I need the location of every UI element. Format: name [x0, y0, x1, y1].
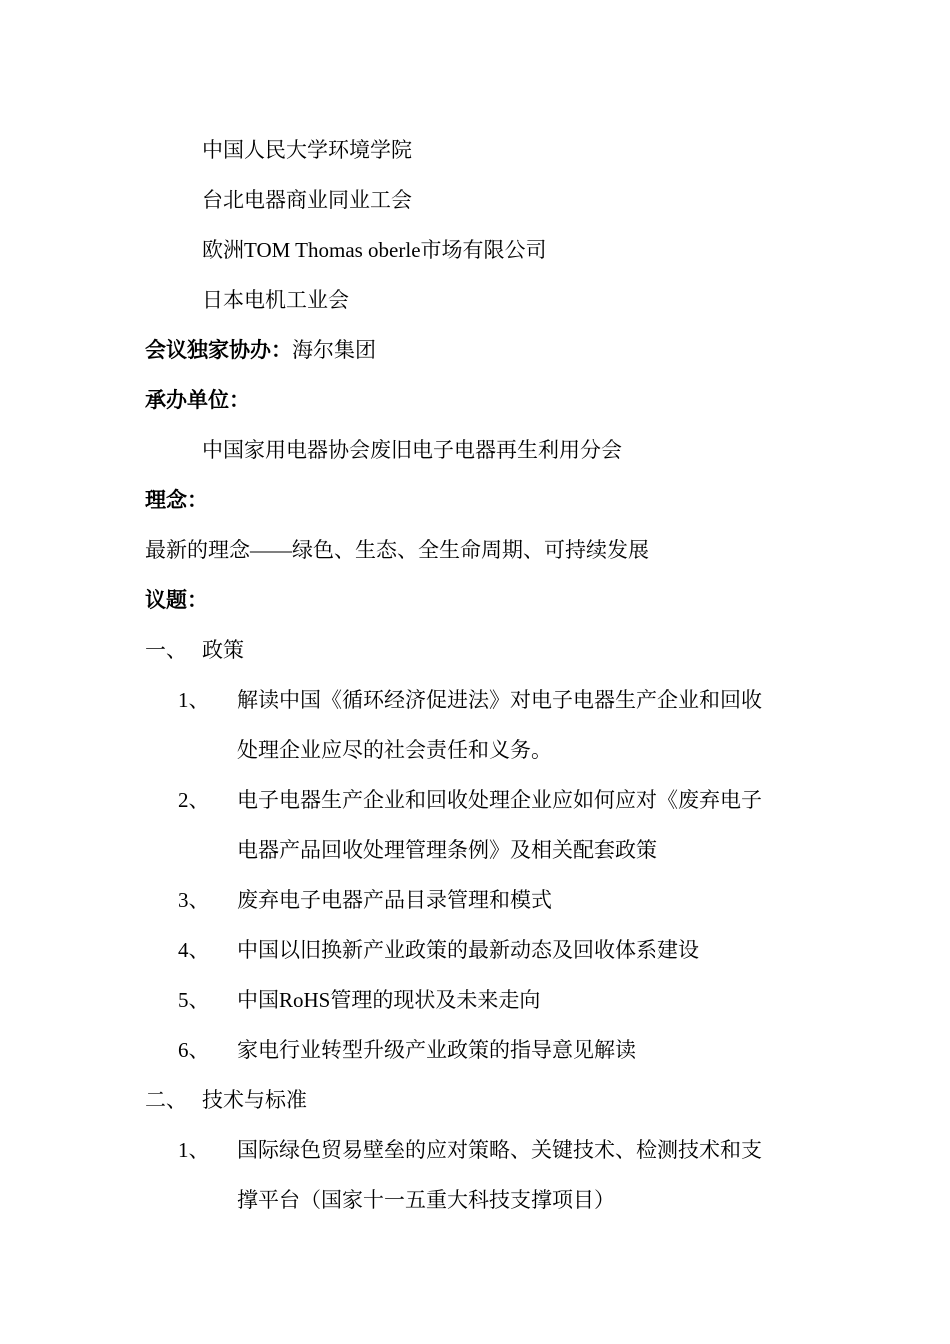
tech-item-1-line2: 撑平台（国家十一五重大科技支撑项目）	[237, 1188, 615, 1212]
organizer-line-4: 日本电机工业会	[202, 288, 349, 312]
section-1-title: 政策	[202, 638, 244, 662]
section-1-marker: 一、	[145, 638, 187, 662]
co-organizer-value: 海尔集团	[292, 338, 376, 362]
policy-item-2-line1: 电子电器生产企业和回收处理企业应如何应对《废弃电子	[237, 788, 762, 812]
tech-item-1-line1: 国际绿色贸易壁垒的应对策略、关键技术、检测技术和支	[237, 1138, 762, 1162]
policy-item-3-num: 3、	[178, 888, 210, 912]
policy-item-1-num: 1、	[178, 688, 210, 712]
organizer-line-1: 中国人民大学环境学院	[202, 138, 412, 162]
topics-label: 议题：	[145, 588, 208, 612]
policy-item-1-line2: 处理企业应尽的社会责任和义务。	[237, 738, 552, 762]
organizer-line-3: 欧洲TOM Thomas oberle市场有限公司	[202, 238, 547, 262]
section-2-title: 技术与标准	[202, 1088, 307, 1112]
policy-item-2-line2: 电器产品回收处理管理条例》及相关配套政策	[237, 838, 657, 862]
policy-item-6-num: 6、	[178, 1038, 210, 1062]
policy-item-5-num: 5、	[178, 988, 210, 1012]
co-organizer-label: 会议独家协办：	[145, 338, 292, 362]
policy-item-4-line1: 中国以旧换新产业政策的最新动态及回收体系建设	[237, 938, 699, 962]
co-organizer-line	[145, 336, 376, 364]
policy-item-2-num: 2、	[178, 788, 210, 812]
policy-item-4-num: 4、	[178, 938, 210, 962]
policy-item-3-line1: 废弃电子电器产品目录管理和模式	[237, 888, 552, 912]
policy-item-6-line1: 家电行业转型升级产业政策的指导意见解读	[237, 1038, 636, 1062]
tech-item-1-num: 1、	[178, 1138, 210, 1162]
concept-label: 理念：	[145, 488, 208, 512]
concept-value: 最新的理念——绿色、生态、全生命周期、可持续发展	[145, 538, 649, 562]
policy-item-5-line1: 中国RoHS管理的现状及未来走向	[237, 988, 541, 1012]
section-2-marker: 二、	[145, 1088, 187, 1112]
policy-item-1-line1: 解读中国《循环经济促进法》对电子电器生产企业和回收	[237, 688, 762, 712]
host-label: 承办单位：	[145, 388, 250, 412]
host-value: 中国家用电器协会废旧电子电器再生利用分会	[202, 438, 622, 462]
organizer-line-2: 台北电器商业同业工会	[202, 188, 412, 212]
